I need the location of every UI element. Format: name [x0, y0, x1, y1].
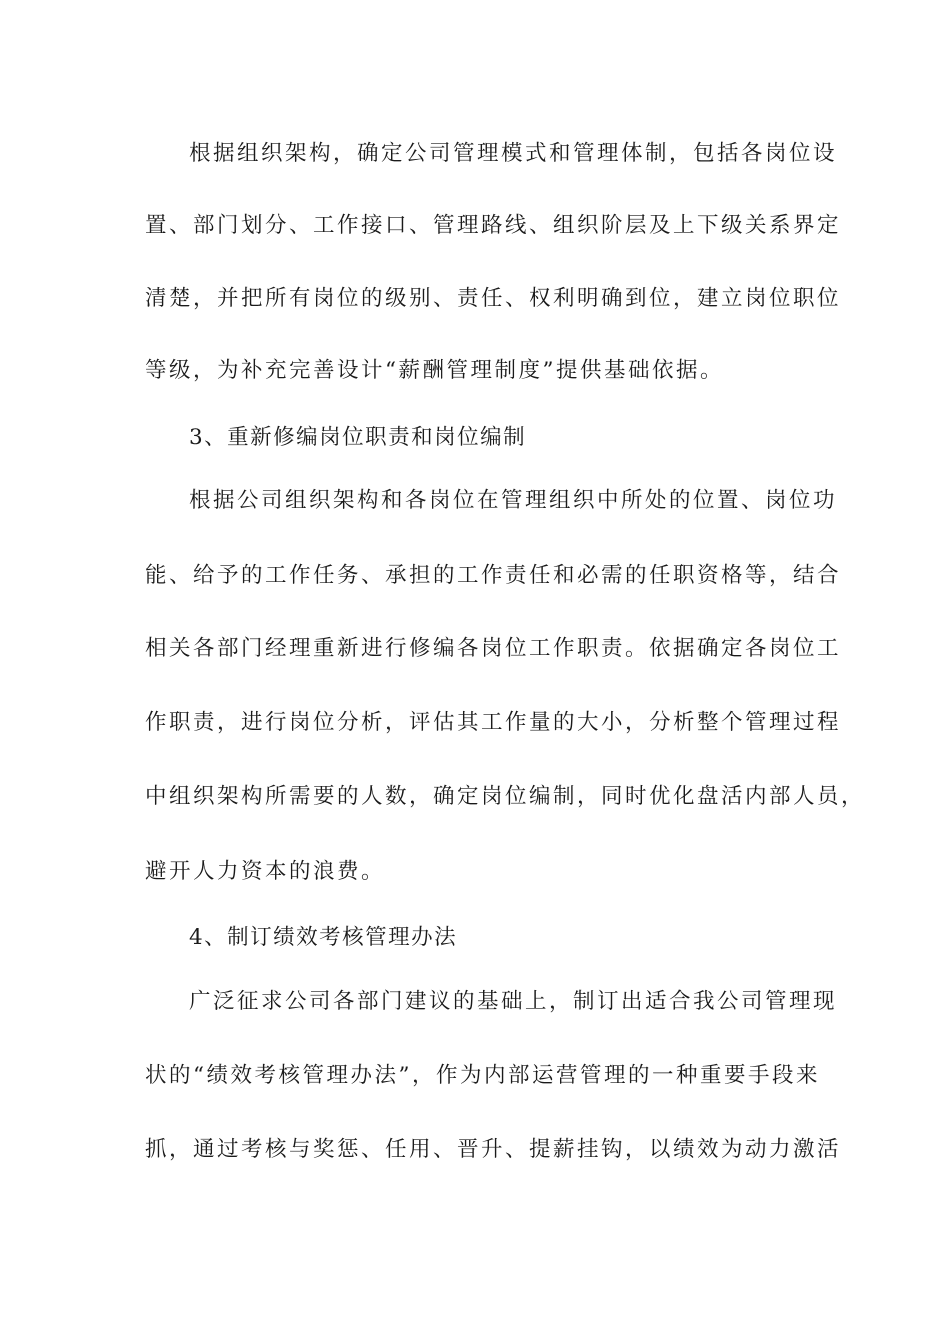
paragraph-line: 避开人力资本的浪费。	[145, 859, 386, 884]
paragraph-line: 能、给予的工作任务、承担的工作责任和必需的任职资格等，结合	[145, 563, 842, 588]
section-heading-4: 4、制订绩效考核管理办法	[189, 925, 458, 950]
paragraph-line: 状的“绩效考核管理办法”，作为内部运营管理的一种重要手段来	[145, 1063, 820, 1088]
paragraph-line: 广泛征求公司各部门建议的基础上，制订出适合我公司管理现	[189, 989, 838, 1014]
section-heading-3: 3、重新修编岗位职责和岗位编制	[189, 425, 527, 450]
paragraph-line: 置、部门划分、工作接口、管理路线、组织阶层及上下级关系界定	[145, 213, 842, 238]
paragraph-line: 等级，为补充完善设计“薪酬管理制度”提供基础依据。	[145, 358, 724, 383]
paragraph-line: 清楚，并把所有岗位的级别、责任、权利明确到位，建立岗位职位	[145, 286, 842, 311]
paragraph-line: 中组织架构所需要的人数，确定岗位编制，同时优化盘活内部人员，	[145, 784, 866, 809]
paragraph-line: 相关各部门经理重新进行修编各岗位工作职责。依据确定各岗位工	[145, 636, 842, 661]
paragraph-line: 根据组织架构，确定公司管理模式和管理体制，包括各岗位设	[189, 141, 838, 166]
paragraph-line: 根据公司组织架构和各岗位在管理组织中所处的位置、岗位功	[189, 488, 838, 513]
paragraph-line: 抓，通过考核与奖惩、任用、晋升、提薪挂钩，以绩效为动力激活	[145, 1137, 842, 1162]
paragraph-line: 作职责，进行岗位分析，评估其工作量的大小，分析整个管理过程	[145, 710, 842, 735]
